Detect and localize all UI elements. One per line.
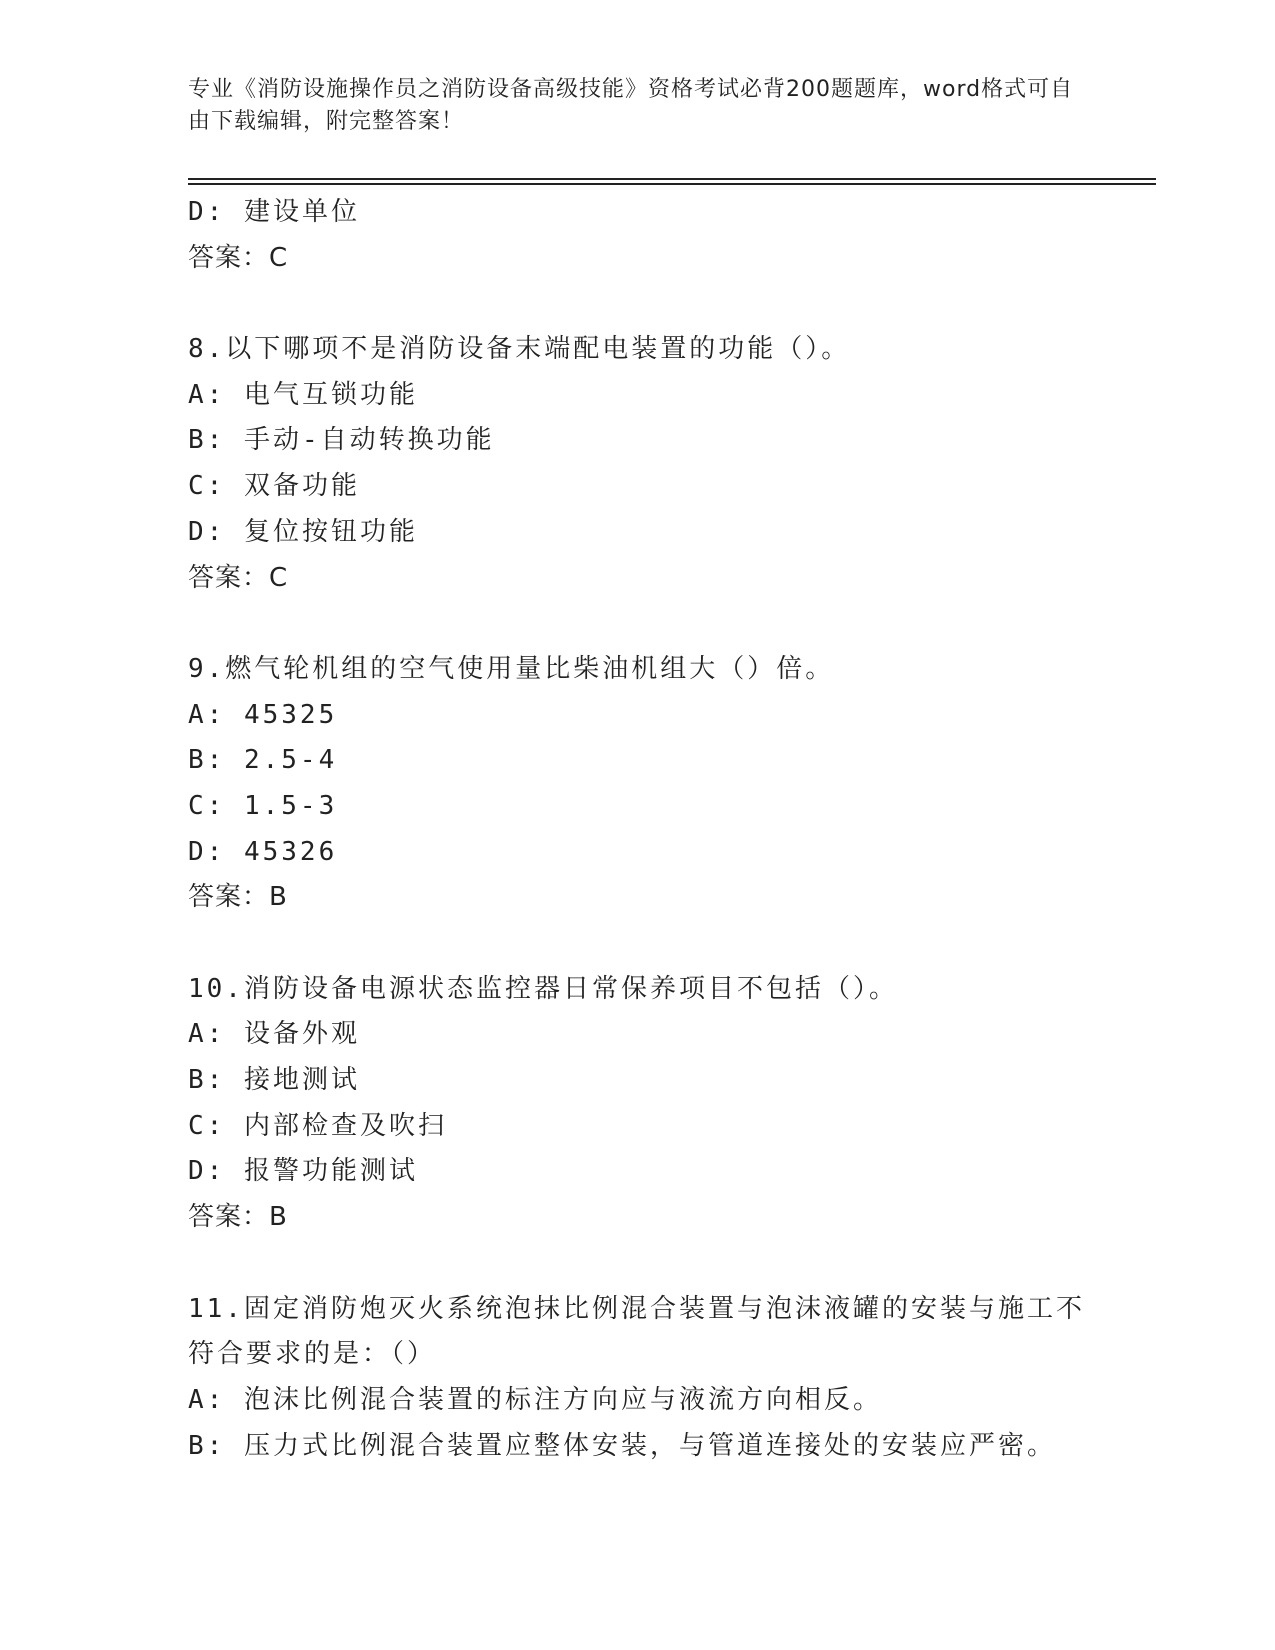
option-b: B: 压力式比例混合装置应整体安装，与管道连接处的安装应严密。: [188, 1430, 1056, 1461]
answer: 答案：B: [188, 1202, 288, 1233]
question-stem: 10.消防设备电源状态监控器日常保养项目不包括（）。: [188, 973, 898, 1004]
option-b: B: 2.5-4: [188, 745, 338, 776]
option-a: A: 电气互锁功能: [188, 379, 418, 410]
option-a: A: 设备外观: [188, 1019, 360, 1050]
answer: 答案：C: [188, 562, 289, 593]
option-d: D: 复位按钮功能: [188, 516, 418, 547]
header-divider-top: [188, 178, 1156, 180]
answer: 答案：B: [188, 882, 288, 913]
option-c: C: 双备功能: [188, 471, 360, 502]
prev-answer: 答案：C: [188, 242, 289, 273]
document-header: 专业《消防设施操作员之消防设备高级技能》资格考试必背200题题库，word格式可自由下载编辑，附完整答案！: [188, 77, 1074, 134]
option-a: A: 泡沫比例混合装置的标注方向应与液流方向相反。: [188, 1384, 882, 1415]
option-d: D: 45326: [188, 836, 338, 867]
question-9: [188, 647, 1088, 921]
question-stem-line-2: 符合要求的是：（）: [188, 1339, 437, 1370]
option-a: A: 45325: [188, 699, 338, 730]
question-11: [188, 1287, 1088, 1470]
question-stem-line-1: 11.固定消防炮灭火系统泡抹比例混合装置与泡沫液罐的安装与施工不: [188, 1293, 1085, 1324]
prev-option-d: D: 建设单位: [188, 197, 360, 227]
question-8: [188, 327, 1088, 601]
question-list: [188, 190, 1088, 1469]
option-b: B: 接地测试: [188, 1065, 360, 1096]
option-b: B: 手动-自动转换功能: [188, 425, 495, 456]
question-stem: 8.以下哪项不是消防设备末端配电装置的功能（）。: [188, 334, 851, 365]
question-10: [188, 967, 1088, 1241]
option-c: C: 1.5-3: [188, 790, 338, 821]
question-stem: 9.燃气轮机组的空气使用量比柴油机组大（）倍。: [188, 653, 835, 684]
header-divider-bottom: [188, 183, 1156, 185]
option-d: D: 报警功能测试: [188, 1156, 418, 1187]
option-c: C: 内部检查及吹扫: [188, 1110, 447, 1141]
